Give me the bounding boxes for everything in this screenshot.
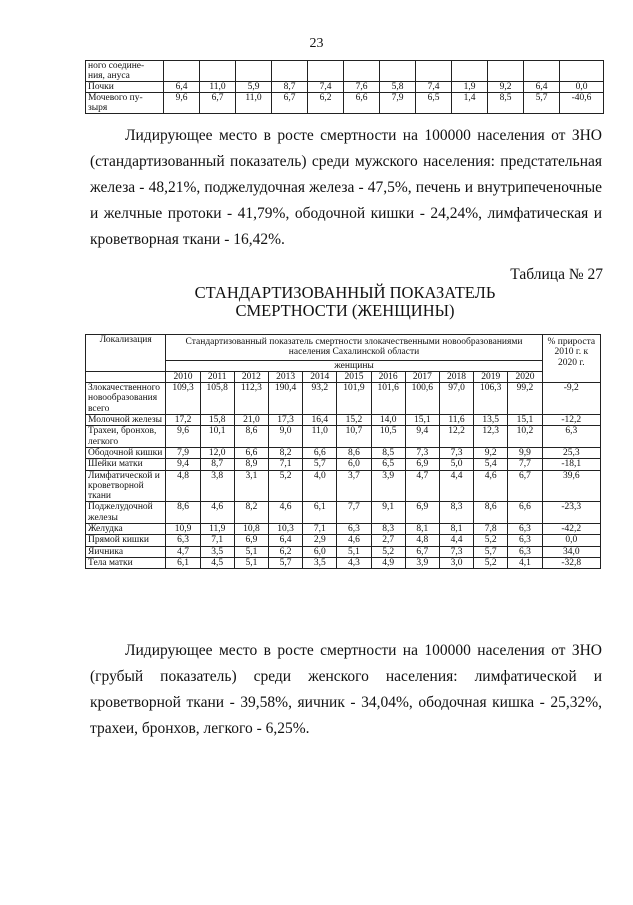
cell-value: 5,1 — [234, 546, 268, 557]
cell-value: 4,6 — [200, 502, 234, 524]
header-localization: Локализация — [86, 335, 166, 372]
cell-value: 8,6 — [234, 426, 268, 448]
cell-value — [380, 61, 416, 82]
row-label: Тела матки — [86, 557, 166, 568]
cell-value: 10,1 — [200, 426, 234, 448]
cell-value — [308, 61, 344, 82]
paragraph-male-mortality — [90, 123, 602, 253]
cell-value: 4,3 — [337, 557, 371, 568]
cell-value: 99,2 — [508, 383, 542, 415]
cell-value: 97,0 — [439, 383, 473, 415]
header-main: Стандартизованный показатель смертности злокачественными новообразованиями населения Сахалинской области — [166, 335, 542, 361]
cell-value: 16,4 — [303, 415, 337, 426]
table-row — [86, 535, 601, 546]
cell-value: 14,0 — [371, 415, 405, 426]
cell-value: 11,6 — [439, 415, 473, 426]
cell-value — [344, 61, 380, 82]
cell-value: 7,9 — [380, 93, 416, 114]
cell-value: 5,2 — [269, 470, 303, 502]
cell-value: 9,1 — [371, 502, 405, 524]
cell-value: 190,4 — [269, 383, 303, 415]
cell-value: 8,3 — [439, 502, 473, 524]
table-row — [86, 61, 604, 82]
page-number: 23 — [309, 36, 324, 51]
cell-value: 7,8 — [474, 524, 508, 535]
cell-value: 11,0 — [200, 82, 236, 93]
cell-value: 2,7 — [371, 535, 405, 546]
cell-value: 13,5 — [474, 415, 508, 426]
cell-value: 9,4 — [405, 426, 439, 448]
cell-value: 4,8 — [166, 470, 200, 502]
cell-value: 7,4 — [416, 82, 452, 93]
table-row — [86, 82, 604, 93]
cell-value: 105,8 — [200, 383, 234, 415]
cell-value: 100,6 — [405, 383, 439, 415]
cell-value: 6,6 — [234, 447, 268, 458]
growth-value: -32,8 — [542, 557, 600, 568]
header-growth: % прироста 2010 г. к 2020 г. — [542, 335, 600, 383]
cell-value: 0,0 — [560, 82, 604, 93]
cell-value: 10,2 — [508, 426, 542, 448]
female-mortality-table — [85, 334, 601, 569]
growth-value: -12,2 — [542, 415, 600, 426]
cell-value: 7,1 — [269, 459, 303, 470]
cell-value: 5,7 — [303, 459, 337, 470]
cell-value: 5,7 — [269, 557, 303, 568]
cell-value: 17,3 — [269, 415, 303, 426]
cell-value: 4,6 — [474, 470, 508, 502]
cell-value: 15,1 — [508, 415, 542, 426]
growth-value: -42,2 — [542, 524, 600, 535]
cell-value: 4,7 — [166, 546, 200, 557]
header-sub: женщины — [166, 360, 542, 371]
cell-value: 6,7 — [405, 546, 439, 557]
growth-value: -9,2 — [542, 383, 600, 415]
table-row — [86, 447, 601, 458]
cell-value — [164, 61, 200, 82]
growth-value: 6,3 — [542, 426, 600, 448]
paragraph-female-mortality — [90, 638, 602, 742]
cell-value: 9,6 — [164, 93, 200, 114]
year-header: 2011 — [200, 371, 234, 382]
cell-value: 10,8 — [234, 524, 268, 535]
cell-value: 15,2 — [337, 415, 371, 426]
cell-value: 101,6 — [371, 383, 405, 415]
row-label: Желудка — [86, 524, 166, 535]
cell-value: 3,7 — [337, 470, 371, 502]
cell-value: 6,5 — [371, 459, 405, 470]
header-row-1 — [86, 335, 601, 361]
cell-value: 1,9 — [452, 82, 488, 93]
paragraph-2-text: Лидирующее место в росте смертности на 100000 населения от ЗНО (грубый показатель) среди женского населения: лимфатической и кроветворной ткани - 39,58%, яичник - 34,04%, ободочная кишка - 25,32%, трахеи, бронхов, легкого - 6,25%. — [90, 642, 602, 737]
cell-value: 12,3 — [474, 426, 508, 448]
cell-value: 6,3 — [508, 535, 542, 546]
table-row — [86, 415, 601, 426]
cell-value: 4,4 — [439, 535, 473, 546]
growth-value: 0,0 — [542, 535, 600, 546]
cell-value: 8,1 — [405, 524, 439, 535]
cell-value: 10,3 — [269, 524, 303, 535]
cell-value: 8,2 — [269, 447, 303, 458]
cell-value: 6,9 — [405, 459, 439, 470]
cell-value: 5,4 — [474, 459, 508, 470]
cell-value: 7,3 — [439, 447, 473, 458]
cell-value: 4,9 — [371, 557, 405, 568]
cell-value: 10,7 — [337, 426, 371, 448]
cell-value: 6,3 — [337, 524, 371, 535]
cell-value: 5,2 — [474, 557, 508, 568]
cell-value: 4,8 — [405, 535, 439, 546]
year-header: 2013 — [269, 371, 303, 382]
cell-value: 8,6 — [166, 502, 200, 524]
cell-value: 7,7 — [337, 502, 371, 524]
cell-value: 9,2 — [488, 82, 524, 93]
growth-value: -18,1 — [542, 459, 600, 470]
cell-value: 6,9 — [405, 502, 439, 524]
cell-value: 8,7 — [272, 82, 308, 93]
cell-value — [236, 61, 272, 82]
cell-value: 6,4 — [164, 82, 200, 93]
cell-value: 5,2 — [371, 546, 405, 557]
table-row — [86, 470, 601, 502]
cell-value: 5,9 — [236, 82, 272, 93]
cell-value: 6,6 — [344, 93, 380, 114]
cell-value — [272, 61, 308, 82]
cell-value: 5,0 — [439, 459, 473, 470]
year-header: 2018 — [439, 371, 473, 382]
cell-value: 9,0 — [269, 426, 303, 448]
cell-value: 9,9 — [508, 447, 542, 458]
cell-value: 10,9 — [166, 524, 200, 535]
header-years-row — [86, 371, 601, 382]
cell-value: 8,9 — [234, 459, 268, 470]
growth-value: 25,3 — [542, 447, 600, 458]
cell-value: 8,2 — [234, 502, 268, 524]
cell-value: 9,6 — [166, 426, 200, 448]
cell-value: 6,4 — [269, 535, 303, 546]
cell-value: 8,1 — [439, 524, 473, 535]
year-header: 2015 — [337, 371, 371, 382]
table-label: Таблица № 27 — [510, 266, 603, 283]
table-title-line-2: СМЕРТНОСТИ (ЖЕНЩИНЫ) — [235, 301, 455, 320]
cell-value: 4,1 — [508, 557, 542, 568]
cell-value: 6,0 — [337, 459, 371, 470]
cell-value: 112,3 — [234, 383, 268, 415]
cell-value — [488, 61, 524, 82]
cell-value: 6,6 — [508, 502, 542, 524]
cell-value: 6,2 — [308, 93, 344, 114]
cell-value: 8,7 — [200, 459, 234, 470]
cell-value — [200, 61, 236, 82]
cell-value: 6,1 — [166, 557, 200, 568]
cell-value: 4,6 — [269, 502, 303, 524]
cell-value: -40,6 — [560, 93, 604, 114]
cell-value: 109,3 — [166, 383, 200, 415]
growth-value: -23,3 — [542, 502, 600, 524]
row-label: Почки — [86, 82, 164, 93]
cell-value: 5,7 — [474, 546, 508, 557]
cell-value: 106,3 — [474, 383, 508, 415]
cell-value: 7,9 — [166, 447, 200, 458]
cell-value — [452, 61, 488, 82]
cell-value: 8,6 — [474, 502, 508, 524]
cell-value: 2,9 — [303, 535, 337, 546]
table-title — [150, 284, 540, 320]
table-row — [86, 383, 601, 415]
paragraph-1-text: Лидирующее место в росте смертности на 100000 населения от ЗНО (стандартизованный показатель) среди мужского населения: предстательная железа - 48,21%, поджелудочная железа - 47,5%, печень и внутрипеченочные и желчные протоки - 41,79%, ободочной кишки - 24,24%, лимфатическая и кроветворная ткани - 16,42%. — [90, 127, 602, 248]
cell-value: 11,0 — [303, 426, 337, 448]
growth-value: 34,0 — [542, 546, 600, 557]
row-label: Злокачественного новообразования всего — [86, 383, 166, 415]
cell-value: 6,5 — [416, 93, 452, 114]
table-row — [86, 502, 601, 524]
cell-value: 7,4 — [308, 82, 344, 93]
table-row — [86, 557, 601, 568]
year-header: 2019 — [474, 371, 508, 382]
cell-value: 9,4 — [166, 459, 200, 470]
cell-value: 6,3 — [508, 524, 542, 535]
cell-value: 7,6 — [344, 82, 380, 93]
cell-value: 3,9 — [405, 557, 439, 568]
row-label: Шейки матки — [86, 459, 166, 470]
cell-value: 6,9 — [234, 535, 268, 546]
cell-value: 4,6 — [337, 535, 371, 546]
cell-value: 17,2 — [166, 415, 200, 426]
cell-value: 3,5 — [303, 557, 337, 568]
row-label: ного соедине-ния, ануса — [86, 61, 164, 82]
year-header: 2012 — [234, 371, 268, 382]
table-title-line-1: СТАНДАРТИЗОВАННЫЙ ПОКАЗАТЕЛЬ — [194, 283, 496, 302]
cell-value: 7,3 — [439, 546, 473, 557]
cell-value: 15,1 — [405, 415, 439, 426]
cell-value: 21,0 — [234, 415, 268, 426]
cell-value: 5,8 — [380, 82, 416, 93]
cell-value: 10,5 — [371, 426, 405, 448]
cell-value: 8,3 — [371, 524, 405, 535]
year-header: 2020 — [508, 371, 542, 382]
table-row — [86, 459, 601, 470]
table-row — [86, 546, 601, 557]
cell-value: 3,9 — [371, 470, 405, 502]
cell-value: 8,6 — [337, 447, 371, 458]
cell-value: 93,2 — [303, 383, 337, 415]
top-table-continuation — [85, 60, 604, 114]
cell-value: 4,4 — [439, 470, 473, 502]
table-row — [86, 426, 601, 448]
cell-value: 6,7 — [200, 93, 236, 114]
cell-value: 12,2 — [439, 426, 473, 448]
row-label: Мочевого пу-зыря — [86, 93, 164, 114]
cell-value: 6,0 — [303, 546, 337, 557]
cell-value: 3,5 — [200, 546, 234, 557]
cell-value — [560, 61, 604, 82]
cell-value: 6,3 — [508, 546, 542, 557]
cell-value: 6,7 — [272, 93, 308, 114]
cell-value: 6,7 — [508, 470, 542, 502]
cell-value: 3,0 — [439, 557, 473, 568]
row-label: Прямой кишки — [86, 535, 166, 546]
header-empty-cell — [86, 371, 166, 382]
cell-value: 6,1 — [303, 502, 337, 524]
row-label: Лимфатической и кроветворной ткани — [86, 470, 166, 502]
cell-value: 7,1 — [303, 524, 337, 535]
row-label: Яичника — [86, 546, 166, 557]
table-row — [86, 524, 601, 535]
cell-value: 11,0 — [236, 93, 272, 114]
cell-value: 7,3 — [405, 447, 439, 458]
year-header: 2010 — [166, 371, 200, 382]
cell-value: 3,1 — [234, 470, 268, 502]
cell-value: 11,9 — [200, 524, 234, 535]
row-label: Поджелудочной железы — [86, 502, 166, 524]
row-label: Трахеи, бронхов, легкого — [86, 426, 166, 448]
cell-value: 5,1 — [337, 546, 371, 557]
cell-value: 5,7 — [524, 93, 560, 114]
year-header: 2016 — [371, 371, 405, 382]
cell-value: 8,5 — [488, 93, 524, 114]
cell-value: 6,4 — [524, 82, 560, 93]
cell-value: 3,8 — [200, 470, 234, 502]
cell-value: 7,1 — [200, 535, 234, 546]
cell-value: 6,3 — [166, 535, 200, 546]
cell-value: 4,0 — [303, 470, 337, 502]
cell-value: 5,1 — [234, 557, 268, 568]
cell-value: 4,7 — [405, 470, 439, 502]
cell-value: 15,8 — [200, 415, 234, 426]
cell-value: 8,5 — [371, 447, 405, 458]
cell-value — [524, 61, 560, 82]
cell-value: 6,6 — [303, 447, 337, 458]
year-header: 2014 — [303, 371, 337, 382]
cell-value: 5,2 — [474, 535, 508, 546]
table-row — [86, 93, 604, 114]
cell-value: 7,7 — [508, 459, 542, 470]
growth-value: 39,6 — [542, 470, 600, 502]
cell-value: 12,0 — [200, 447, 234, 458]
cell-value — [416, 61, 452, 82]
cell-value: 6,2 — [269, 546, 303, 557]
cell-value: 101,9 — [337, 383, 371, 415]
year-header: 2017 — [405, 371, 439, 382]
cell-value: 9,2 — [474, 447, 508, 458]
cell-value: 1,4 — [452, 93, 488, 114]
cell-value: 4,5 — [200, 557, 234, 568]
row-label: Ободочной кишки — [86, 447, 166, 458]
row-label: Молочной железы — [86, 415, 166, 426]
